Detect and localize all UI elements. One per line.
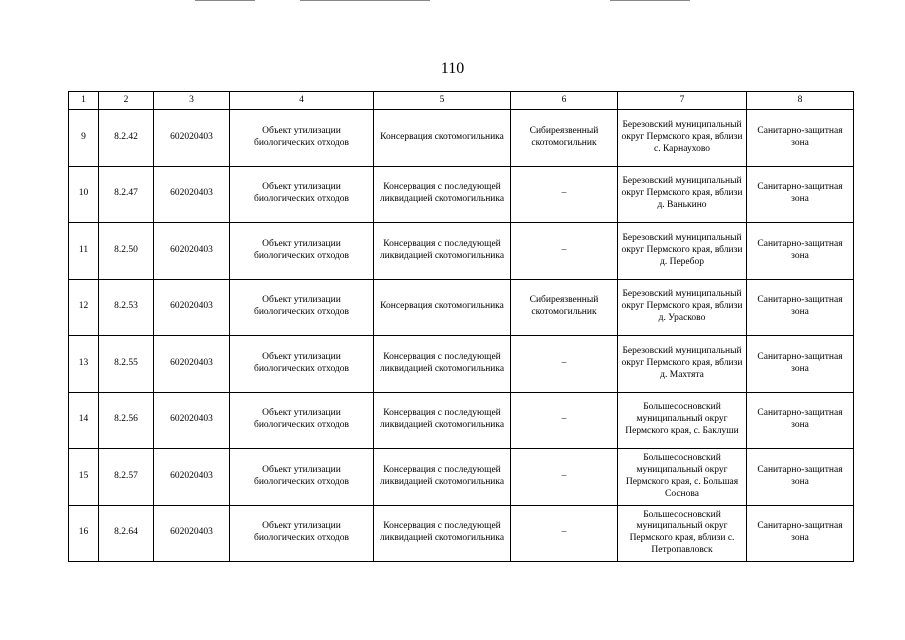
cell-action: Консервация с последующей ликвидацией скотомогильника xyxy=(374,166,511,223)
cell-object: Объект утилизации биологических отходов xyxy=(230,110,374,167)
cell-object: Объект утилизации биологических отходов xyxy=(230,279,374,336)
table-row xyxy=(69,279,854,336)
cell-id: 602020403 xyxy=(154,166,230,223)
cell-action: Консервация скотомогильника xyxy=(374,279,511,336)
cell-object: Объект утилизации биологических отходов xyxy=(230,336,374,393)
column-header: 8 xyxy=(747,92,854,110)
cell-type: – xyxy=(511,449,618,506)
cell-number: 15 xyxy=(69,449,99,506)
cell-type: – xyxy=(511,166,618,223)
cell-code: 8.2.56 xyxy=(99,392,154,449)
cell-location: Большесосновский муниципальный округ Пермского края, с. Баклуши xyxy=(618,392,747,449)
cell-zone: Санитарно-защитная зона xyxy=(747,505,854,562)
cell-action: Консервация с последующей ликвидацией скотомогильника xyxy=(374,505,511,562)
cell-object: Объект утилизации биологических отходов xyxy=(230,392,374,449)
cell-action: Консервация с последующей ликвидацией скотомогильника xyxy=(374,336,511,393)
table-row xyxy=(69,505,854,562)
table-row xyxy=(69,223,854,280)
cell-code: 8.2.55 xyxy=(99,336,154,393)
cell-object: Объект утилизации биологических отходов xyxy=(230,166,374,223)
cell-zone: Санитарно-защитная зона xyxy=(747,336,854,393)
cell-code: 8.2.42 xyxy=(99,110,154,167)
cell-number: 13 xyxy=(69,336,99,393)
cell-zone: Санитарно-защитная зона xyxy=(747,392,854,449)
registry-table xyxy=(68,91,854,562)
cell-id: 602020403 xyxy=(154,392,230,449)
cell-location: Березовский муниципальный округ Пермского края, вблизи д. Перебор xyxy=(618,223,747,280)
cell-type: Сибиреязвенный скотомогильник xyxy=(511,279,618,336)
table-row xyxy=(69,166,854,223)
cell-zone: Санитарно-защитная зона xyxy=(747,449,854,506)
cell-zone: Санитарно-защитная зона xyxy=(747,279,854,336)
cell-action: Консервация с последующей ликвидацией скотомогильника xyxy=(374,392,511,449)
cell-number: 16 xyxy=(69,505,99,562)
cell-number: 9 xyxy=(69,110,99,167)
cell-location: Большесосновский муниципальный округ Пермского края, вблизи с. Петропавловск xyxy=(618,505,747,562)
cell-id: 602020403 xyxy=(154,449,230,506)
cell-code: 8.2.57 xyxy=(99,449,154,506)
cell-action: Консервация с последующей ликвидацией скотомогильника xyxy=(374,449,511,506)
cell-zone: Санитарно-защитная зона xyxy=(747,110,854,167)
cell-type: – xyxy=(511,505,618,562)
cell-location: Березовский муниципальный округ Пермского края, вблизи с. Карнаухово xyxy=(618,110,747,167)
cell-id: 602020403 xyxy=(154,110,230,167)
cell-location: Березовский муниципальный округ Пермского края, вблизи д. Махтята xyxy=(618,336,747,393)
column-header: 6 xyxy=(511,92,618,110)
cell-location: Березовский муниципальный округ Пермского края, вблизи д. Ванькино xyxy=(618,166,747,223)
cell-type: – xyxy=(511,336,618,393)
cell-type: – xyxy=(511,392,618,449)
cell-object: Объект утилизации биологических отходов xyxy=(230,505,374,562)
cell-object: Объект утилизации биологических отходов xyxy=(230,449,374,506)
header-row xyxy=(69,92,854,110)
cell-id: 602020403 xyxy=(154,279,230,336)
cell-zone: Санитарно-защитная зона xyxy=(747,166,854,223)
column-header: 7 xyxy=(618,92,747,110)
table-row xyxy=(69,449,854,506)
cell-action: Консервация скотомогильника xyxy=(374,110,511,167)
cell-code: 8.2.53 xyxy=(99,279,154,336)
cell-code: 8.2.50 xyxy=(99,223,154,280)
cell-code: 8.2.64 xyxy=(99,505,154,562)
table-row xyxy=(69,392,854,449)
cell-id: 602020403 xyxy=(154,505,230,562)
cell-location: Березовский муниципальный округ Пермского края, вблизи д. Урасково xyxy=(618,279,747,336)
cell-code: 8.2.47 xyxy=(99,166,154,223)
column-header: 5 xyxy=(374,92,511,110)
top-rule-mid xyxy=(300,0,430,1)
top-rule-right xyxy=(610,0,690,1)
cell-type: – xyxy=(511,223,618,280)
cell-object: Объект утилизации биологических отходов xyxy=(230,223,374,280)
cell-zone: Санитарно-защитная зона xyxy=(747,223,854,280)
page-number: 110 xyxy=(440,60,465,77)
top-rule-left xyxy=(195,0,255,1)
cell-action: Консервация с последующей ликвидацией скотомогильника xyxy=(374,223,511,280)
table-row xyxy=(69,110,854,167)
cell-number: 11 xyxy=(69,223,99,280)
cell-number: 10 xyxy=(69,166,99,223)
cell-id: 602020403 xyxy=(154,223,230,280)
cell-location: Большесосновский муниципальный округ Пермского края, с. Большая Соснова xyxy=(618,449,747,506)
table-row xyxy=(69,336,854,393)
column-header: 3 xyxy=(154,92,230,110)
cell-type: Сибиреязвенный скотомогильник xyxy=(511,110,618,167)
column-header: 2 xyxy=(99,92,154,110)
cell-number: 14 xyxy=(69,392,99,449)
column-header: 4 xyxy=(230,92,374,110)
cell-number: 12 xyxy=(69,279,99,336)
cell-id: 602020403 xyxy=(154,336,230,393)
column-header: 1 xyxy=(69,92,99,110)
